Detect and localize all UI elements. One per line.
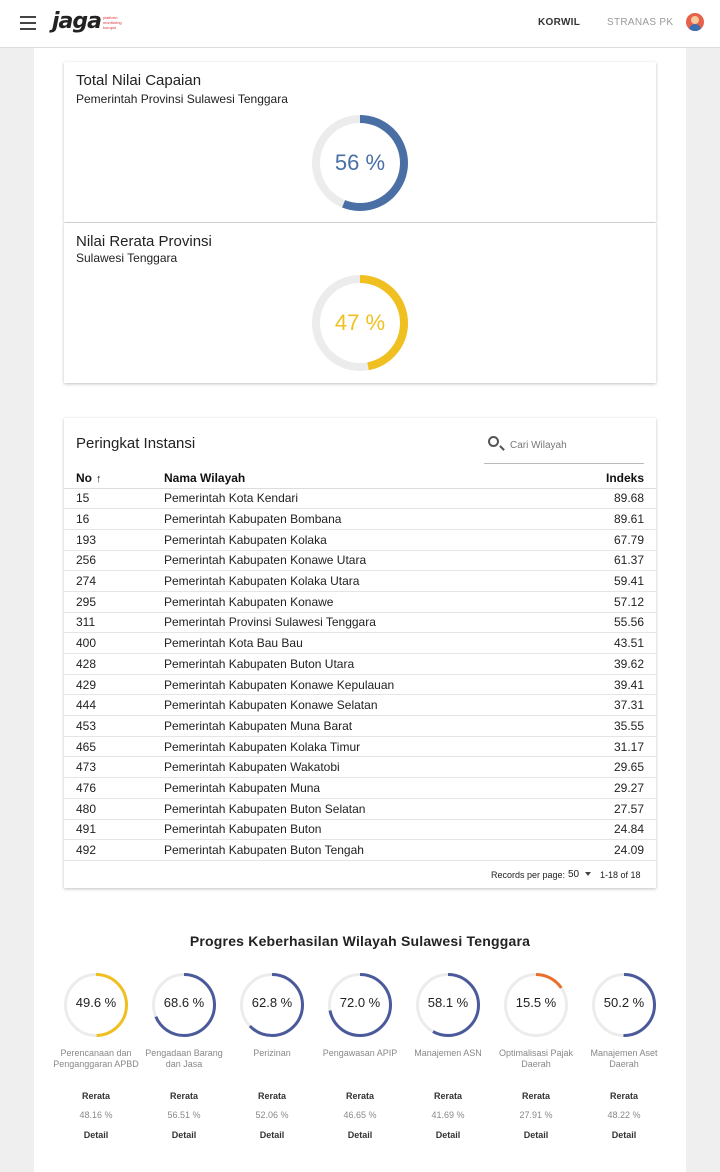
rerata-subtitle: Sulawesi Tenggara [76,251,178,265]
column-header-nama[interactable]: Nama Wilayah [152,468,557,488]
progres-value: 15.5 % [515,995,557,1010]
cell-nama: Pemerintah Kabupaten Wakatobi [152,757,557,778]
cell-indeks: 27.57 [557,798,656,819]
progres-name: Perencanaan dan Penganggaran APBD [53,1048,139,1069]
ranking-card [64,418,656,888]
cell-indeks: 39.62 [557,654,656,675]
cell-indeks: 57.12 [557,591,656,612]
sort-arrow-up-icon[interactable]: ↑ [96,472,102,485]
progres-name: Perizinan [253,1048,291,1058]
cell-indeks: 43.51 [557,633,656,654]
cell-no: 311 [64,612,152,633]
progres-donut [328,973,392,1037]
ranking-title: Peringkat Instansi [76,435,196,452]
cell-nama: Pemerintah Kabupaten Konawe Selatan [152,695,557,716]
progres-value: 62.8 % [251,995,293,1010]
top-bar [0,0,720,48]
table-row[interactable] [64,633,656,654]
cell-nama: Pemerintah Kabupaten Bombana [152,509,557,530]
cell-nama: Pemerintah Kabupaten Konawe Utara [152,550,557,571]
cell-no: 473 [64,757,152,778]
progres-item [580,973,668,1140]
progres-rerata-label: Rerata [521,1091,550,1101]
rows-per-page-label: Records per page: [491,870,566,880]
rerata-value: 47 % [334,310,386,335]
table-row[interactable] [64,840,656,861]
progres-value: 58.1 % [427,995,469,1010]
progres-donut [504,973,568,1037]
table-row[interactable] [64,571,656,592]
progres-item [52,973,140,1140]
cell-no: 256 [64,550,152,571]
progres-name: Pengawasan APIP [322,1048,398,1058]
progres-rerata-value: 52.06 % [255,1110,289,1120]
progres-item [492,973,580,1140]
cell-nama: Pemerintah Kabupaten Kolaka Timur [152,736,557,757]
cell-nama: Pemerintah Kabupaten Buton Utara [152,654,557,675]
logo[interactable] [52,9,133,34]
progres-rerata-value: 48.16 % [79,1110,113,1120]
cell-nama: Pemerintah Kabupaten Buton Tengah [152,840,557,861]
cell-no: 16 [64,509,152,530]
table-row[interactable] [64,509,656,530]
cell-indeks: 35.55 [557,716,656,737]
progres-donut [152,973,216,1037]
table-pagination [64,864,656,888]
table-row[interactable] [64,716,656,737]
dropdown-caret-icon[interactable] [585,872,591,876]
progres-detail-link[interactable]: Detail [611,1130,637,1140]
progres-rerata-label: Rerata [345,1091,374,1101]
table-header-row [64,468,656,488]
capaian-value: 56 % [334,150,386,175]
progres-rerata-value: 48.22 % [607,1110,641,1120]
progres-name: Manajemen Aset Daerah [590,1048,658,1069]
cell-no: 193 [64,529,152,550]
cell-no: 491 [64,819,152,840]
progres-rerata-label: Rerata [81,1091,110,1101]
rerata-title: Nilai Rerata Provinsi [76,233,212,250]
capaian-donut [312,115,408,211]
progres-name: Optimalisasi Pajak Daerah [498,1048,574,1069]
cell-indeks: 89.61 [557,509,656,530]
ranking-table [64,468,656,861]
cell-nama: Pemerintah Kabupaten Muna [152,778,557,799]
progres-item [404,973,492,1140]
progres-value: 50.2 % [603,995,645,1010]
progres-name: Pengadaan Barang dan Jasa [145,1048,223,1069]
progres-detail-link[interactable]: Detail [523,1130,549,1140]
column-header-no[interactable] [64,468,152,488]
cell-nama: Pemerintah Kabupaten Kolaka Utara [152,571,557,592]
cell-indeks: 24.84 [557,819,656,840]
progres-detail-link[interactable]: Detail [83,1130,109,1140]
progres-item [228,973,316,1140]
search-icon[interactable] [488,436,499,447]
table-row[interactable] [64,736,656,757]
progres-rerata-value: 56.51 % [167,1110,201,1120]
progres-item [316,973,404,1140]
cell-nama: Pemerintah Kabupaten Muna Barat [152,716,557,737]
progres-value: 72.0 % [339,995,381,1010]
cell-indeks: 37.31 [557,695,656,716]
cell-nama: Pemerintah Kabupaten Konawe Kepulauan [152,674,557,695]
rerata-card [64,223,656,383]
search-box [484,430,644,464]
cell-indeks: 59.41 [557,571,656,592]
progres-title: Progres Keberhasilan Wilayah Sulawesi Tenggara [189,933,531,949]
capaian-subtitle: Pemerintah Provinsi Sulawesi Tenggara [76,92,288,106]
cell-indeks: 55.56 [557,612,656,633]
cell-no: 429 [64,674,152,695]
cell-no: 453 [64,716,152,737]
progres-name: Manajemen ASN [414,1048,482,1058]
progres-value: 68.6 % [163,995,205,1010]
pagination-range: 1-18 of 18 [600,870,641,880]
cell-indeks: 61.37 [557,550,656,571]
cell-nama: Pemerintah Kabupaten Buton Selatan [152,798,557,819]
cell-no: 274 [64,571,152,592]
cell-no: 444 [64,695,152,716]
progres-rerata-value: 46.65 % [343,1110,377,1120]
cell-no: 480 [64,798,152,819]
progres-detail-link[interactable]: Detail [347,1130,373,1140]
column-no-label: No [76,470,92,485]
cell-nama: Pemerintah Kabupaten Kolaka [152,529,557,550]
cell-indeks: 89.68 [557,488,656,509]
cell-no: 428 [64,654,152,675]
cell-indeks: 67.79 [557,529,656,550]
table-row[interactable] [64,591,656,612]
progres-rerata-label: Rerata [169,1091,198,1101]
progres-detail-link[interactable]: Detail [435,1130,461,1140]
progres-donut [592,973,656,1037]
progres-value: 49.6 % [75,995,117,1010]
cell-nama: Pemerintah Kabupaten Buton [152,819,557,840]
capaian-card [64,62,656,222]
progres-detail-link[interactable]: Detail [171,1130,197,1140]
table-row[interactable] [64,778,656,799]
progres-rerata-label: Rerata [609,1091,638,1101]
cell-nama: Pemerintah Kota Kendari [152,488,557,509]
cell-no: 476 [64,778,152,799]
table-row[interactable] [64,550,656,571]
cell-indeks: 39.41 [557,674,656,695]
search-input[interactable] [510,435,640,455]
table-row[interactable] [64,798,656,819]
user-avatar[interactable] [686,13,704,31]
hamburger-menu-icon[interactable] [20,16,36,30]
nav-stranas-pk[interactable]: STRANAS PK [607,17,674,28]
table-row[interactable] [64,488,656,509]
table-row[interactable] [64,757,656,778]
ranking-table-body [64,488,656,860]
table-row[interactable] [64,819,656,840]
cell-no: 15 [64,488,152,509]
cell-no: 400 [64,633,152,654]
progres-donut [240,973,304,1037]
cell-indeks: 31.17 [557,736,656,757]
progres-rerata-value: 27.91 % [519,1110,553,1120]
table-row[interactable] [64,612,656,633]
cell-nama: Pemerintah Kabupaten Konawe [152,591,557,612]
table-row[interactable] [64,654,656,675]
cell-no: 465 [64,736,152,757]
cell-indeks: 29.65 [557,757,656,778]
progres-rerata-label: Rerata [433,1091,462,1101]
capaian-title: Total Nilai Capaian [76,72,202,89]
cell-nama: Pemerintah Provinsi Sulawesi Tenggara [152,612,557,633]
rerata-donut [312,275,408,371]
progres-detail-link[interactable]: Detail [259,1130,285,1140]
cell-no: 295 [64,591,152,612]
progres-rerata-label: Rerata [257,1091,286,1101]
cell-indeks: 29.27 [557,778,656,799]
progres-rerata-value: 41.69 % [431,1110,465,1120]
progres-donut [64,973,128,1037]
progres-item [140,973,228,1140]
nav-korwil[interactable]: KORWIL [538,17,581,28]
column-header-indeks[interactable]: Indeks [557,468,656,488]
rows-per-page-select[interactable]: 50 [568,869,580,880]
logo-text: jaga [52,9,101,34]
table-row[interactable] [64,695,656,716]
cell-indeks: 24.09 [557,840,656,861]
logo-tagline: platform monitoring korupsi [102,15,122,30]
progres-donut [416,973,480,1037]
cell-no: 492 [64,840,152,861]
cell-nama: Pemerintah Kota Bau Bau [152,633,557,654]
table-row[interactable] [64,529,656,550]
table-row[interactable] [64,674,656,695]
